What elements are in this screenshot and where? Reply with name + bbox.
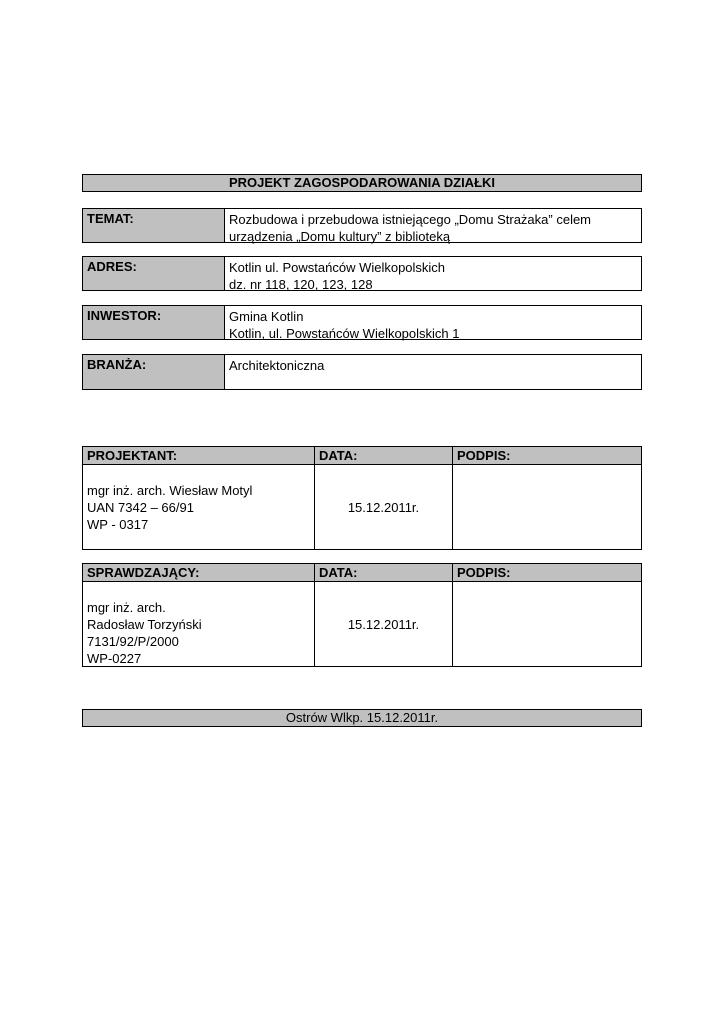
branza-row (82, 354, 642, 390)
projektant-details (83, 465, 314, 549)
adres-line-2: dz. nr 118, 120, 123, 128 (229, 277, 373, 292)
sprawdzajacy-data-header: DATA: (314, 564, 452, 582)
inwestor-value (225, 306, 641, 339)
sprawdzajacy-date: 15.12.2011r. (314, 582, 452, 667)
temat-value (225, 209, 641, 242)
document-title: PROJEKT ZAGOSPODAROWANIA DZIAŁKI (82, 174, 642, 192)
place-date-footer: Ostrów Wlkp. 15.12.2011r. (82, 709, 642, 727)
inwestor-row (82, 305, 642, 340)
sprawdzajacy-details (83, 582, 314, 667)
temat-row (82, 208, 642, 243)
adres-value (225, 257, 641, 290)
branza-label: BRANŻA: (83, 355, 225, 389)
sprawdzajacy-podpis-header: PODPIS: (452, 564, 641, 582)
inwestor-line-2: Kotlin, ul. Powstańców Wielkopolskich 1 (229, 326, 460, 341)
branza-value (225, 355, 641, 389)
adres-label: ADRES: (83, 257, 225, 290)
adres-line-1: Kotlin ul. Powstańców Wielkopolskich (229, 260, 446, 275)
sprawdzajacy-table (82, 563, 642, 667)
projektant-table (82, 446, 642, 550)
projektant-signature-cell (452, 465, 641, 549)
projektant-license: UAN 7342 – 66/91 (87, 500, 194, 515)
temat-line-1: Rozbudowa i przebudowa istniejącego „Domu Strażaka” celem (229, 212, 592, 227)
sprawdzajacy-number: WP-0227 (87, 651, 142, 666)
inwestor-label: INWESTOR: (83, 306, 225, 339)
temat-label: TEMAT: (83, 209, 225, 242)
projektant-number: WP - 0317 (87, 517, 149, 532)
adres-row (82, 256, 642, 291)
projektant-name: mgr inż. arch. Wiesław Motyl (87, 483, 253, 498)
sprawdzajacy-name: Radosław Torzyński (87, 617, 202, 632)
temat-line-2: urządzenia „Domu kultury” z biblioteką (229, 229, 451, 244)
branza-line-1: Architektoniczna (229, 358, 325, 373)
projektant-header: PROJEKTANT: (83, 447, 314, 465)
sprawdzajacy-signature-cell (452, 582, 641, 667)
sprawdzajacy-header: SPRAWDZAJĄCY: (83, 564, 314, 582)
projektant-date: 15.12.2011r. (314, 465, 452, 549)
sprawdzajacy-license: 7131/92/P/2000 (87, 634, 179, 649)
projektant-data-header: DATA: (314, 447, 452, 465)
sprawdzajacy-title: mgr inż. arch. (87, 600, 166, 615)
projektant-podpis-header: PODPIS: (452, 447, 641, 465)
inwestor-line-1: Gmina Kotlin (229, 309, 304, 324)
